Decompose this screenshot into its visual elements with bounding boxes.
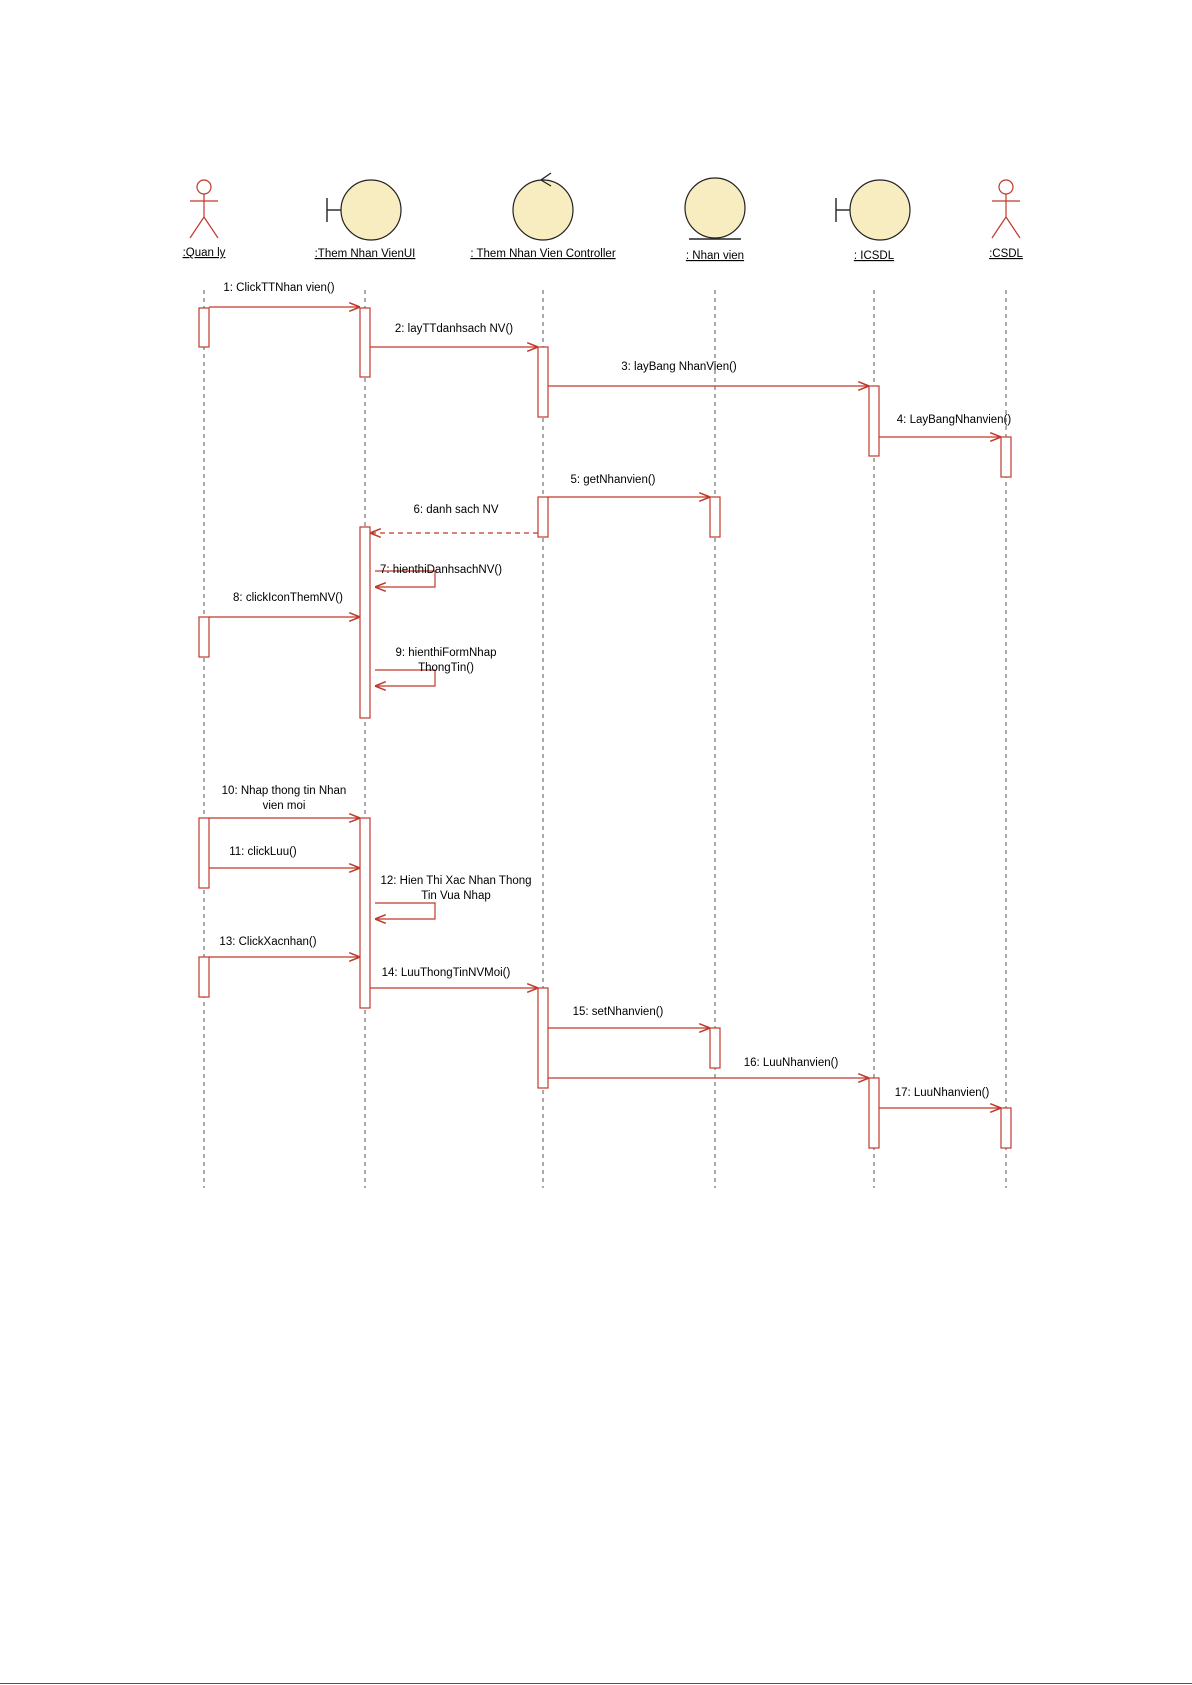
message-label [895, 1087, 990, 1099]
message-label [395, 323, 513, 335]
message-label [570, 474, 655, 486]
message-9 [375, 647, 497, 686]
message-label [233, 592, 343, 604]
message-12 [375, 875, 532, 919]
message-label-line: 14: LuuThongTinNVMoi() [381, 967, 511, 979]
message-1 [209, 282, 360, 307]
message-label-line: 5: getNhanvien() [570, 474, 656, 486]
message-label [744, 1057, 839, 1069]
message-label [222, 785, 347, 812]
participant-label: :Quan ly [182, 247, 226, 259]
page-bottom-rule [0, 1683, 1192, 1684]
activation-box [869, 1078, 879, 1148]
activation-box [199, 957, 209, 997]
message-13 [209, 936, 360, 957]
actor-head-icon [999, 180, 1013, 194]
message-label [897, 414, 1012, 426]
message-label [380, 564, 502, 576]
activation-box [710, 497, 720, 537]
boundary-icon [850, 180, 910, 240]
participant-csdl [989, 180, 1023, 1188]
activation-box [1001, 437, 1011, 477]
message-label [229, 846, 297, 858]
message-label-line: 2: layTTdanhsach NV() [394, 323, 514, 335]
activation-box [538, 497, 548, 537]
actor-leg-right [1006, 217, 1020, 238]
message-label [223, 282, 334, 294]
actor-leg-right [204, 217, 218, 238]
message-10 [209, 785, 360, 818]
participant-label: : Them Nhan Vien Controller [470, 248, 616, 260]
message-label-line: 4: LayBangNhanvien() [896, 414, 1012, 426]
message-11 [209, 846, 360, 868]
message-label-line: ThongTin() [418, 662, 474, 674]
message-label-line: Tin Vua Nhap [421, 890, 491, 902]
message-label [382, 967, 511, 979]
message-4 [879, 414, 1011, 437]
message-label-line: 3: layBang NhanVien() [621, 361, 737, 373]
message-17 [879, 1087, 1001, 1108]
message-label-line: 8: clickIconThemNV() [233, 592, 343, 604]
actor-head-icon [197, 180, 211, 194]
activation-box [199, 308, 209, 347]
activation-box [360, 527, 370, 718]
message-label-line: 10: Nhap thong tin Nhan [221, 785, 347, 797]
participant-icsdl [836, 180, 910, 1188]
activation-box [710, 1028, 720, 1068]
message-6 [370, 504, 538, 533]
message-14 [370, 967, 538, 988]
activation-box [199, 617, 209, 657]
message-label [573, 1006, 664, 1018]
message-label [413, 504, 498, 516]
participant-label: :Them Nhan VienUI [314, 248, 416, 260]
activation-box [538, 347, 548, 417]
message-7 [375, 564, 502, 587]
activation-box [360, 818, 370, 1008]
message-label-line: 12: Hien Thi Xac Nhan Thong [380, 875, 532, 887]
participant-label: : ICSDL [853, 250, 895, 262]
message-label-line: 16: LuuNhanvien() [743, 1057, 839, 1069]
actor-leg-left [992, 217, 1006, 238]
message-2 [370, 323, 538, 347]
message-label-line: 15: setNhanvien() [572, 1006, 664, 1018]
activation-box [199, 818, 209, 888]
message-label-line: 9: hienthiFormNhap [395, 647, 497, 659]
message-label-line: 6: danh sach NV [413, 504, 499, 516]
self-message-arrow [375, 903, 435, 919]
participant-label: : Nhan vien [685, 250, 745, 262]
activation-box [360, 308, 370, 377]
message-label [621, 361, 737, 373]
message-label-line: 11: clickLuu() [229, 846, 297, 858]
message-5 [548, 474, 710, 497]
control-icon [513, 180, 573, 240]
entity-icon [685, 178, 745, 238]
message-label-line: 7: hienthiDanhsachNV() [379, 564, 503, 576]
message-label-line: 17: LuuNhanvien() [894, 1087, 990, 1099]
activation-box [869, 386, 879, 456]
boundary-icon [341, 180, 401, 240]
message-16 [548, 1057, 869, 1078]
participant-label: :CSDL [989, 248, 1023, 260]
message-label [380, 875, 531, 902]
message-label-line: 1: ClickTTNhan vien() [223, 282, 335, 294]
message-label-line: vien moi [262, 800, 306, 812]
activation-box [538, 988, 548, 1088]
actor-leg-left [190, 217, 204, 238]
activation-box [1001, 1108, 1011, 1148]
message-label-line: 13: ClickXacnhan() [219, 936, 317, 948]
message-15 [548, 1006, 710, 1028]
message-3 [548, 361, 869, 386]
message-8 [209, 592, 360, 617]
message-label [219, 936, 316, 948]
